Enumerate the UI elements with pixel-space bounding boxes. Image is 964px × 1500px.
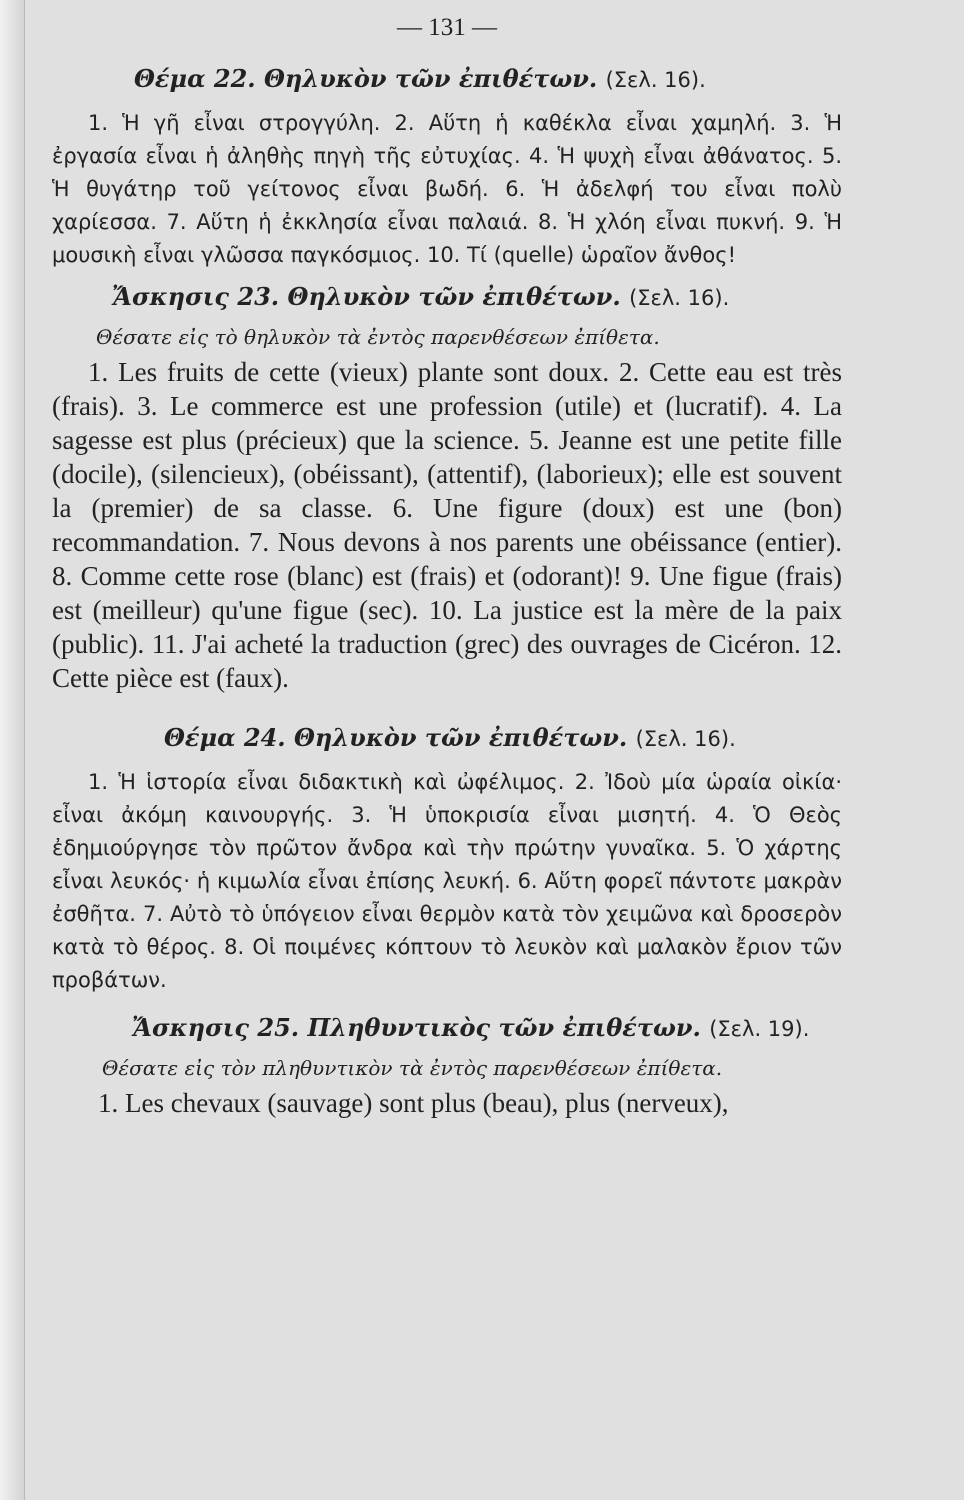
section-22-ref: (Σελ. 16). — [605, 68, 706, 92]
section-25-title: Ἄσκησις 25. Πληθυντικὸς τῶν ἐπιθέτων. — [132, 1013, 701, 1042]
section-23-instruction: Θέσατε εἰς τὸ θηλυκὸν τὰ ἐντὸς παρενθέσεων ἐπίθετα. — [96, 325, 660, 349]
section-23-title: Ἄσκησις 23. Θηλυκὸν τῶν ἐπιθέτων. — [112, 282, 621, 311]
section-24-heading — [52, 723, 842, 752]
section-25-heading — [52, 1013, 842, 1042]
binding-edge — [0, 0, 25, 1500]
section-23-heading — [52, 282, 842, 311]
section-24-title: Θέμα 24. Θηλυκὸν τῶν ἐπιθέτων. — [164, 723, 628, 752]
section-23-body: 1. Les fruits de cette (vieux) plante sont doux. 2. Cette eau est très (frais). 3. Le commerce est une profession (utile) et (lucratif). 4. La sagesse est plus (précieux) que la science. 5. Jeanne est une petite fille (docile), (silencieux), (obéissant), (attentif), (laborieux); elle est souvent la (premier) de sa classe. 6. Une figure (doux) est une (bon) recommandation. 7. Nous devons à nos parents une obéissance (entier). 8. Comme cette rose (blanc) est (frais) et (odorant)! 9. Une figue (frais) est (meilleur) qu'une figue (sec). 10. La justice est la mère de la paix (public). 11. J'ai acheté la traduction (grec) des ouvrages de Cicéron. 12. Cette pièce est (faux). — [52, 357, 842, 693]
section-22-body: 1. Ἡ γῆ εἶναι στρογγύλη. 2. Αὕτη ἡ καθέκλα εἶναι χαμηλή. 3. Ἡ ἐργασία εἶναι ἡ ἀληθὴς πηγὴ τῆς εὐτυχίας. 4. Ἡ ψυχὴ εἶναι ἀθάνατος. 5. Ἡ θυγάτηρ τοῦ γείτονος εἶναι βωδή. 6. Ἡ ἀδελφή του εἶναι πολὺ χαρίεσσα. 7. Αὕτη ἡ ἐκκλησία εἶναι παλαιά. 8. Ἡ χλόη εἶναι πυκνή. 9. Ἡ μουσικὴ εἶναι γλῶσσα παγκόσμιος. 10. Τί (quelle) ὡραῖον ἄνθος! — [52, 111, 842, 267]
section-24-ref: (Σελ. 16). — [635, 727, 736, 751]
page-number: — 131 — — [397, 14, 497, 41]
section-25-body: 1. Les chevaux (sauvage) sont plus (beau), plus (nerveux), — [98, 1088, 729, 1118]
section-24-body: 1. Ἡ ἱστορία εἶναι διδακτικὴ καὶ ὠφέλιμος. 2. Ἰδοὺ μία ὡραία οἰκία· εἶναι ἀκόμη καινουργής. 3. Ἡ ὑποκρισία εἶναι μισητή. 4. Ὁ Θεὸς ἐδημιούργησε τὸν πρῶτον ἄνδρα καὶ τὴν πρώτην γυναῖκα. 5. Ὁ χάρτης εἶναι λευκός· ἡ κιμωλία εἶναι ἐπίσης λευκή. 6. Αὕτη φορεῖ πάντοτε μακρὰν ἐσθῆτα. 7. Αὐτὸ τὸ ὑπόγειον εἶναι θερμὸν κατὰ τὸν χειμῶνα καὶ δροσερὸν κατὰ τὸ θέρος. 8. Οἱ ποιμένες κόπτουν τὸ λευκὸν καὶ μαλακὸν ἔριον τῶν προβάτων. — [52, 770, 842, 992]
page-content — [52, 14, 842, 1120]
section-25-instruction: Θέσατε εἰς τὸν πληθυντικὸν τὰ ἐντὸς παρενθέσεων ἐπίθετα. — [102, 1056, 723, 1080]
section-22-heading — [52, 64, 842, 93]
section-23-ref: (Σελ. 16). — [629, 286, 730, 310]
section-25-ref: (Σελ. 19). — [709, 1017, 810, 1041]
section-22-title: Θέμα 22. Θηλυκὸν τῶν ἐπιθέτων. — [134, 64, 598, 93]
